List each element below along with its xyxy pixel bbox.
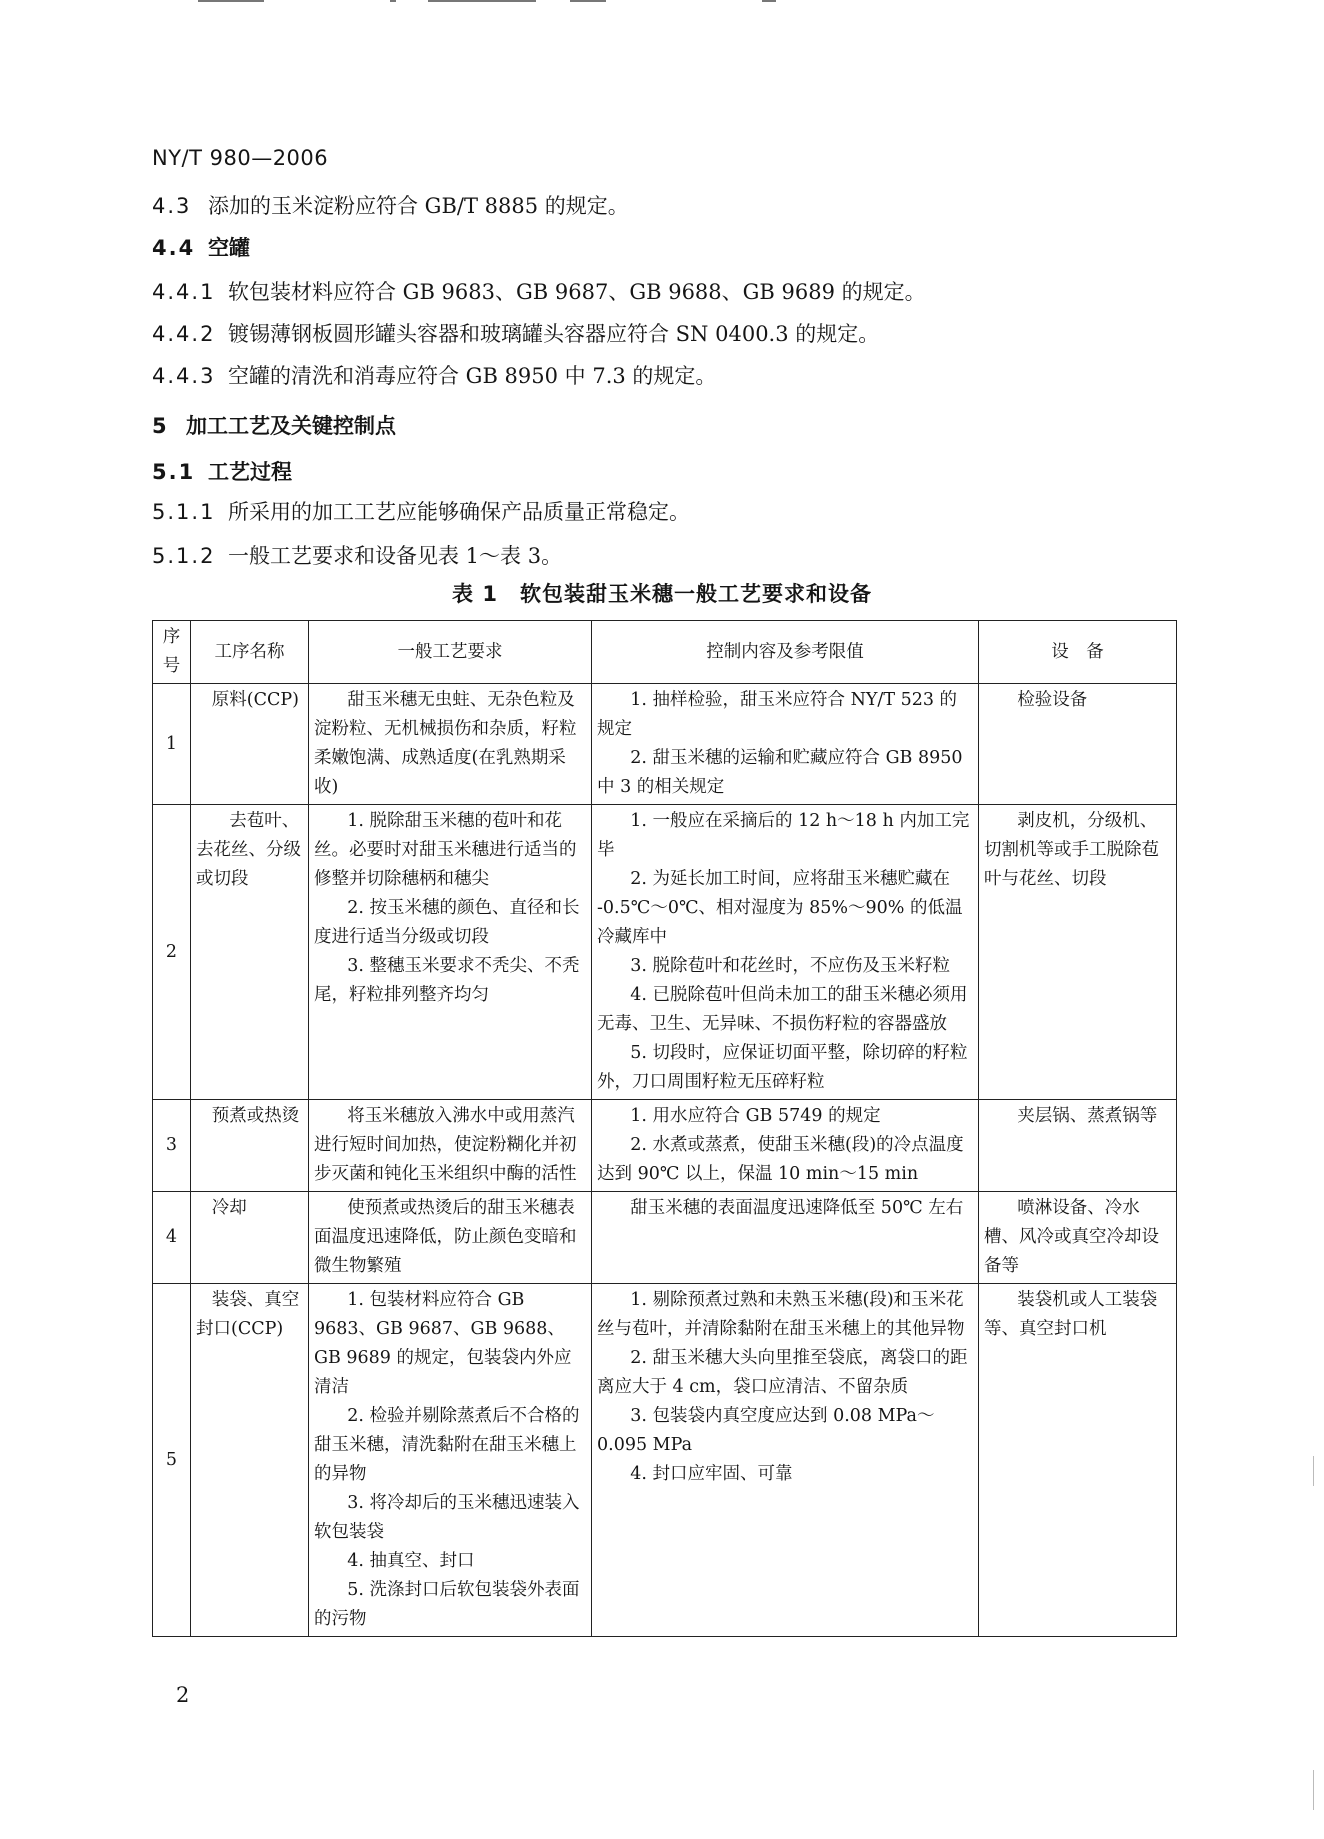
clause-5	[152, 410, 396, 440]
row-controls	[592, 1284, 979, 1637]
table-row	[153, 684, 1177, 805]
clause-4-4-2	[152, 318, 879, 348]
row-controls-line: 3. 包装袋内真空度应达到 0.08 MPa～0.095 MPa	[597, 1406, 935, 1455]
row-requirements-line: 3. 将冷却后的玉米穗迅速装入软包装袋	[314, 1493, 580, 1542]
row-step	[191, 1100, 309, 1192]
header-controls: 控制内容及参考限值	[592, 621, 979, 684]
row-requirements	[309, 1192, 592, 1284]
row-step-text: 去苞叶、去花丝、分级或切段	[196, 811, 301, 889]
row-equipment-text: 检验设备	[1017, 690, 1088, 710]
row-requirements	[309, 684, 592, 805]
scan-top-marks	[0, 0, 1324, 6]
page-number: 2	[176, 1683, 190, 1707]
clause-text: 所采用的加工工艺应能够确保产品质量正常稳定。	[228, 500, 690, 524]
row-equipment	[979, 1100, 1177, 1192]
process-table	[152, 620, 1177, 1637]
row-controls-line: 4. 封口应牢固、可靠	[630, 1464, 793, 1484]
row-controls-line: 1. 一般应在采摘后的 12 h～18 h 内加工完毕	[597, 811, 970, 860]
row-seq: 3	[153, 1100, 191, 1192]
row-equipment	[979, 684, 1177, 805]
row-step	[191, 805, 309, 1100]
clause-number: 4.4.1	[152, 280, 216, 304]
row-step-text: 预煮或热烫	[211, 1106, 300, 1126]
clause-number: 5	[152, 414, 169, 438]
clause-number: 4.4.3	[152, 364, 216, 388]
row-controls	[592, 805, 979, 1100]
table-row	[153, 1100, 1177, 1192]
row-seq: 4	[153, 1192, 191, 1284]
row-controls-line: 1. 用水应符合 GB 5749 的规定	[630, 1106, 881, 1126]
row-controls-line: 2. 甜玉米穗的运输和贮藏应符合 GB 8950 中 3 的相关规定	[597, 748, 963, 797]
table-body	[153, 684, 1177, 1637]
clause-text: 加工工艺及关键控制点	[186, 414, 396, 438]
row-controls-line: 4. 已脱除苞叶但尚未加工的甜玉米穗必须用无毒、卫生、无异味、不损伤籽粒的容器盛放	[597, 985, 968, 1034]
row-requirements-line: 2. 检验并剔除蒸煮后不合格的甜玉米穗，清洗黏附在甜玉米穗上的异物	[314, 1406, 580, 1484]
row-requirements-line: 5. 洗涤封口后软包装袋外表面的污物	[314, 1580, 580, 1629]
row-requirements-line: 4. 抽真空、封口	[347, 1551, 475, 1571]
clause-4-4	[152, 232, 250, 262]
row-equipment	[979, 805, 1177, 1100]
row-requirements	[309, 1284, 592, 1637]
row-equipment-text: 夹层锅、蒸煮锅等	[1017, 1106, 1158, 1126]
clause-text: 工艺过程	[208, 460, 292, 484]
clause-number: 5.1	[152, 460, 196, 484]
standard-code: NY/T 980—2006	[152, 146, 329, 170]
table-row	[153, 1192, 1177, 1284]
row-seq: 5	[153, 1284, 191, 1637]
table-row	[153, 1284, 1177, 1637]
row-controls-line: 1. 剔除预煮过熟和未熟玉米穗(段)和玉米花丝与苞叶，并清除黏附在甜玉米穗上的其他异物	[597, 1290, 965, 1339]
row-requirements-line: 3. 整穗玉米要求不秃尖、不秃尾，籽粒排列整齐均匀	[314, 956, 580, 1005]
row-step	[191, 1284, 309, 1637]
clause-number: 5.1.1	[152, 500, 216, 524]
row-requirements-line: 使预煮或热烫后的甜玉米穗表面温度迅速降低，防止颜色变暗和微生物繁殖	[314, 1198, 577, 1276]
clause-text: 镀锡薄钢板圆形罐头容器和玻璃罐头容器应符合 SN 0400.3 的规定。	[228, 322, 880, 346]
row-controls	[592, 1192, 979, 1284]
row-controls-line: 5. 切段时，应保证切面平整，除切碎的籽粒外，刀口周围籽粒无压碎籽粒	[597, 1043, 968, 1092]
row-requirements-line: 2. 按玉米穗的颜色、直径和长度进行适当分级或切段	[314, 898, 580, 947]
row-controls-line: 3. 脱除苞叶和花丝时，不应伤及玉米籽粒	[630, 956, 951, 976]
header-equipment: 设 备	[979, 621, 1177, 684]
scan-edge-mark	[1313, 1456, 1314, 1486]
row-controls-line: 1. 抽样检验，甜玉米应符合 NY/T 523 的规定	[597, 690, 958, 739]
table-row	[153, 805, 1177, 1100]
header-step: 工序名称	[191, 621, 309, 684]
row-controls	[592, 684, 979, 805]
row-requirements	[309, 805, 592, 1100]
row-equipment-text: 喷淋设备、冷水槽、风冷或真空冷却设备等	[984, 1198, 1159, 1276]
clause-number: 4.3	[152, 194, 192, 218]
row-equipment-text: 装袋机或人工装袋等、真空封口机	[984, 1290, 1158, 1339]
row-controls	[592, 1100, 979, 1192]
row-equipment	[979, 1192, 1177, 1284]
row-equipment	[979, 1284, 1177, 1637]
row-requirements-line: 1. 包装材料应符合 GB 9683、GB 9687、GB 9688、GB 9689 的规定，包装袋内外应清洁	[314, 1290, 572, 1397]
row-controls-line: 2. 甜玉米穗大头向里推至袋底，离袋口的距离应大于 4 cm，袋口应清洁、不留杂质	[597, 1348, 968, 1397]
scan-edge-mark	[1313, 1770, 1314, 1810]
row-controls-line: 2. 水煮或蒸煮，使甜玉米穗(段)的冷点温度达到 90℃ 以上，保温 10 min～15 min	[597, 1135, 964, 1184]
row-requirements-line: 1. 脱除甜玉米穗的苞叶和花丝。必要时对甜玉米穗进行适当的修整并切除穗柄和穗尖	[314, 811, 577, 889]
clause-text: 空罐的清洗和消毒应符合 GB 8950 中 7.3 的规定。	[228, 364, 717, 388]
row-step	[191, 1192, 309, 1284]
clause-4-3	[152, 190, 629, 220]
row-step-text: 原料(CCP)	[211, 690, 299, 710]
clause-number: 4.4	[152, 236, 196, 260]
row-equipment-text: 剥皮机，分级机、切割机等或手工脱除苞叶与花丝、切段	[984, 811, 1159, 889]
row-step-text: 冷却	[211, 1198, 247, 1218]
header-seq: 序号	[153, 621, 191, 684]
clause-number: 5.1.2	[152, 544, 216, 568]
table-title: 表 1 软包装甜玉米穗一般工艺要求和设备	[452, 582, 872, 606]
clause-5-1-2	[152, 540, 562, 570]
clause-text: 一般工艺要求和设备见表 1～表 3。	[228, 544, 563, 568]
clause-4-4-3	[152, 360, 716, 390]
row-requirements-line: 将玉米穗放入沸水中或用蒸汽进行短时间加热，使淀粉糊化并初步灭菌和钝化玉米组织中酶的活性	[314, 1106, 577, 1184]
clause-text: 软包装材料应符合 GB 9683、GB 9687、GB 9688、GB 9689 的规定。	[228, 280, 926, 304]
clause-text: 添加的玉米淀粉应符合 GB/T 8885 的规定。	[208, 194, 629, 218]
clause-5-1-1	[152, 496, 690, 526]
clause-text: 空罐	[208, 236, 250, 260]
row-seq: 2	[153, 805, 191, 1100]
header-requirements: 一般工艺要求	[309, 621, 592, 684]
row-requirements-line: 甜玉米穗无虫蛀、无杂色粒及淀粉粒、无机械损伤和杂质，籽粒柔嫩饱满、成熟适度(在乳熟期采收)	[314, 690, 577, 797]
row-seq: 1	[153, 684, 191, 805]
row-step	[191, 684, 309, 805]
table-header-row	[153, 621, 1177, 684]
row-requirements	[309, 1100, 592, 1192]
clause-4-4-1	[152, 276, 926, 306]
row-controls-line: 2. 为延长加工时间，应将甜玉米穗贮藏在 -0.5℃～0℃、相对湿度为 85%～90% 的低温冷藏库中	[597, 869, 963, 947]
row-controls-line: 甜玉米穗的表面温度迅速降低至 50℃ 左右	[630, 1198, 964, 1218]
clause-5-1	[152, 456, 292, 486]
row-step-text: 装袋、真空封口(CCP)	[196, 1290, 300, 1339]
clause-number: 4.4.2	[152, 322, 216, 346]
